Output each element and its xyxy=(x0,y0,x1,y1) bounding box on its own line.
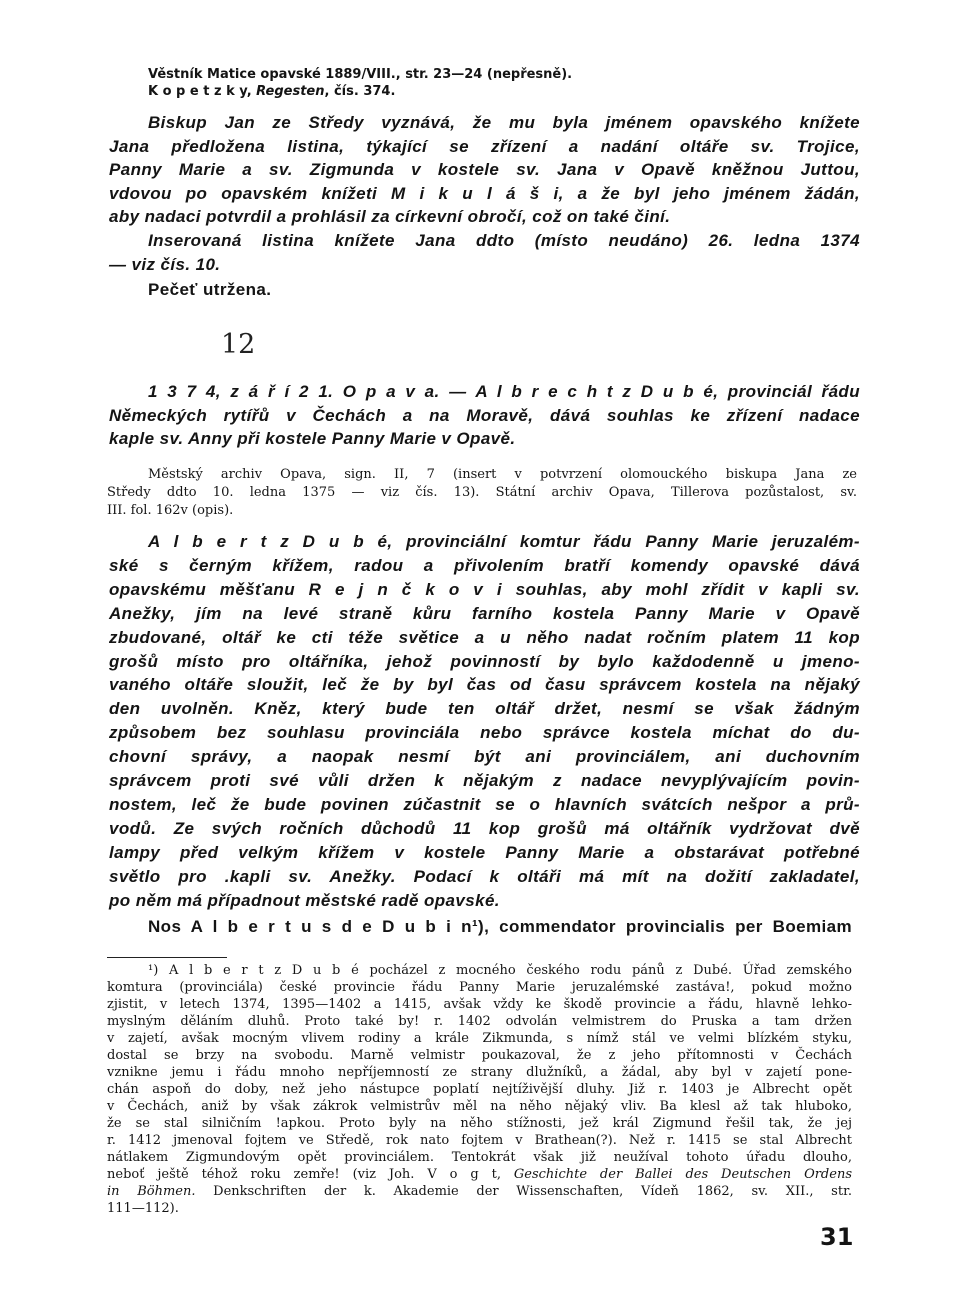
text-line: Pečeť utržena. xyxy=(148,280,272,299)
text-line: III. fol. 162v (opis). xyxy=(107,503,234,518)
text-line: Jana předložena listina, týkající se zřízení a nadání oltáře sv. Trojice, xyxy=(109,136,860,156)
text-line: opavskému měšťanu R e j n č k o v i souhlas, aby mohl zřídit v kapli sv. xyxy=(109,579,860,599)
text-line: kaple sv. Anny při kostele Panny Marie v Opavě. xyxy=(109,429,516,448)
text-line: vodů. Ze svých ročních důchodů 11 kop grošů má oltářník vydržovat dvě xyxy=(109,818,860,838)
text-line: in Böhmen. Denkschriften der k. Akademie der Wissenschaften, Vídeň 1862, sv. XII., str. xyxy=(107,1184,852,1199)
text-line: světlo pro .kapli sv. Anežky. Podací k oltáři má mít na dožití zakladatel, xyxy=(109,866,860,886)
text-line: Biskup Jan ze Středy vyznává, že mu byla jménem opavského knížete xyxy=(148,113,860,132)
italic-segment: Regesten xyxy=(256,84,325,99)
page-number: 31 xyxy=(820,1223,854,1251)
text-line: myslným děláním dluhů. Proto také by! r. 1402 odvolán velmistrem do Pruska a tam držen xyxy=(107,1014,852,1029)
regest-summary-12 xyxy=(109,530,860,913)
text-line: vaného oltáře sloužit, leč že by byl čas od času správcem kostela na nějaký xyxy=(109,675,860,695)
text-line: Německých rytířů v Čechách a na Moravě, dává souhlas ke zřízení nadace xyxy=(109,405,860,425)
text-line: Středy ddto 10. ledna 1375 — viz čís. 13). Státní archiv Opava, Tillerova pozůstalost, sv. xyxy=(107,485,857,500)
text-line: Věstník Matice opavské 1889/VIII., str. 23—24 (nepřesně). xyxy=(148,67,573,82)
document-number: 12 xyxy=(221,329,256,360)
text-line: grošů místo pro oltářníka, jehož povinností by bylo každodenně u jmeno- xyxy=(109,651,860,671)
footnote-1 xyxy=(107,962,852,1217)
text-line: zbudované, oltář ke cti téže světice a u něho nadat ročním platem 11 kop xyxy=(109,627,860,647)
text-line: Městský archiv Opava, sign. II, 7 (insert v potvrzení olomouckého biskupa Jana ze xyxy=(148,467,857,482)
text-line: neboť ještě téhož roku zemře! (viz Joh. V o g t, Geschichte der Ballei des Deutschen Ordens xyxy=(107,1167,852,1182)
source-reference xyxy=(148,66,848,100)
text-line: Panny Marie a sv. Zigmunda v kostele sv. Jana v Opavě kněžnou Juttou, xyxy=(109,160,860,180)
text-line: ské s černým křížem, radou a přivolením bratří komendy opavské dává xyxy=(109,555,860,575)
text-line: A l b e r t z D u b é, provinciální komtur řádu Panny Marie jeruzalém- xyxy=(148,532,860,551)
text-line: vznikne jemu i řádu mnoho nepříjemností ze strany dlužníků, a žádal, aby byl v zajetí pone- xyxy=(107,1065,852,1080)
text-line: K o p e t z k y, Regesten, čís. 374. xyxy=(148,84,396,99)
latin-text-start xyxy=(109,915,852,939)
text-line: nostem, leč že bude povinen zúčastnit se o hlavních svátcích nešpor a prů- xyxy=(109,794,860,814)
text-line: ¹) A l b e r t z D u b é pocházel z mocného českého rodu pánů z Dubé. Úřad zemského xyxy=(148,963,852,978)
text-line: 1 3 7 4, z á ř í 2 1. O p a v a. — A l b r e c h t z D u b é, provinciál řádu xyxy=(148,382,860,401)
text-line: správcem proti své vůli držen k nějakým z nadace nevyplývajícím povin- xyxy=(109,771,860,791)
text-line: komtura (provinciála) české provincie řádu Panny Marie jeruzalémské zastáva!, pokud možno xyxy=(107,980,852,995)
text-line: nátlakem Zigmundovým opět provinciálem. Tentokrát však již neužíval tohoto úřadu dlouho, xyxy=(107,1150,852,1165)
seal-note-11 xyxy=(109,278,860,302)
italic-segment: Geschichte der Ballei des Deutschen Ordens xyxy=(513,1167,852,1182)
text-line: den uvolněn. Kněz, který bude ten oltář držet, nesmí se však žádným xyxy=(109,699,860,719)
regest-heading-12 xyxy=(109,380,860,451)
text-line: vdovou po opavském knížeti M i k u l á š i, a že byl jeho jménem žádán, xyxy=(109,183,860,203)
regest-summary-11 xyxy=(109,111,860,229)
text-line: způsobem bez souhlasu provinciála nebo správce kostela míchat do du- xyxy=(109,723,860,743)
text-line: 111—112). xyxy=(107,1201,179,1216)
footnote-separator xyxy=(107,957,227,958)
text-line: v zajetí, avšak mocným vlivem rodiny a krále Zikmunda, s nímž stál ve velmi blízkém styku, xyxy=(107,1031,852,1046)
text-line: chán aspoň do doby, než jeho nástupce poplatí nejtíživější dluhy. Již r. 1403 je Albrecht opět xyxy=(107,1082,852,1097)
italic-segment: in Böhmen. xyxy=(107,1184,196,1199)
text-line: že se stal silničním !apkou. Proto byly na něho stížnosti, jež král Zigmund řešil tak, že jej xyxy=(107,1116,852,1131)
text-line: aby nadaci potvrdil a prohlásil za církevní obročí, což on také činí. xyxy=(109,207,671,227)
text-line: Nos A l b e r t u s d e D u b i n¹), commendator provincialis per Boemiam xyxy=(148,917,852,936)
text-line: zjistit, v letech 1374, 1395—1402 a 1415, avšak vždy ke škodě provincie a řádu, hlavně lehko- xyxy=(107,997,852,1012)
text-line: po něm má případnout městské radě opavské. xyxy=(109,890,500,910)
text-line: Anežky, jím na levé straně kůru farního kostela Panny Marie v Opavě xyxy=(109,603,860,623)
text-line: lampy před velkým křížem v kostele Panny Marie a obstarávat potřebné xyxy=(109,842,860,862)
text-line: dostal se brzy na svobodu. Marně velmistr poukazoval, že z jeho přítomnosti v Čechách xyxy=(107,1048,852,1063)
insert-note-11 xyxy=(109,229,860,277)
archive-note-12 xyxy=(107,466,857,520)
text-line: chovní správy, a naopak nesmí být ani provinciálem, ani duchovním xyxy=(109,747,860,767)
text-line: r. 1412 jmenoval fojtem ve Středě, rok nato fojtem v Brathean(?). Než r. 1415 se stal Albrecht xyxy=(107,1133,852,1148)
text-line: v Čechách, aniž by však zákrok velmistrův měl na něho nějaký vliv. Ba klesl až tak hluboko, xyxy=(107,1099,852,1114)
text-line: Inserovaná listina knížete Jana ddto (místo neudáno) 26. ledna 1374 xyxy=(148,231,860,250)
text-line: — viz čís. 10. xyxy=(109,255,221,274)
